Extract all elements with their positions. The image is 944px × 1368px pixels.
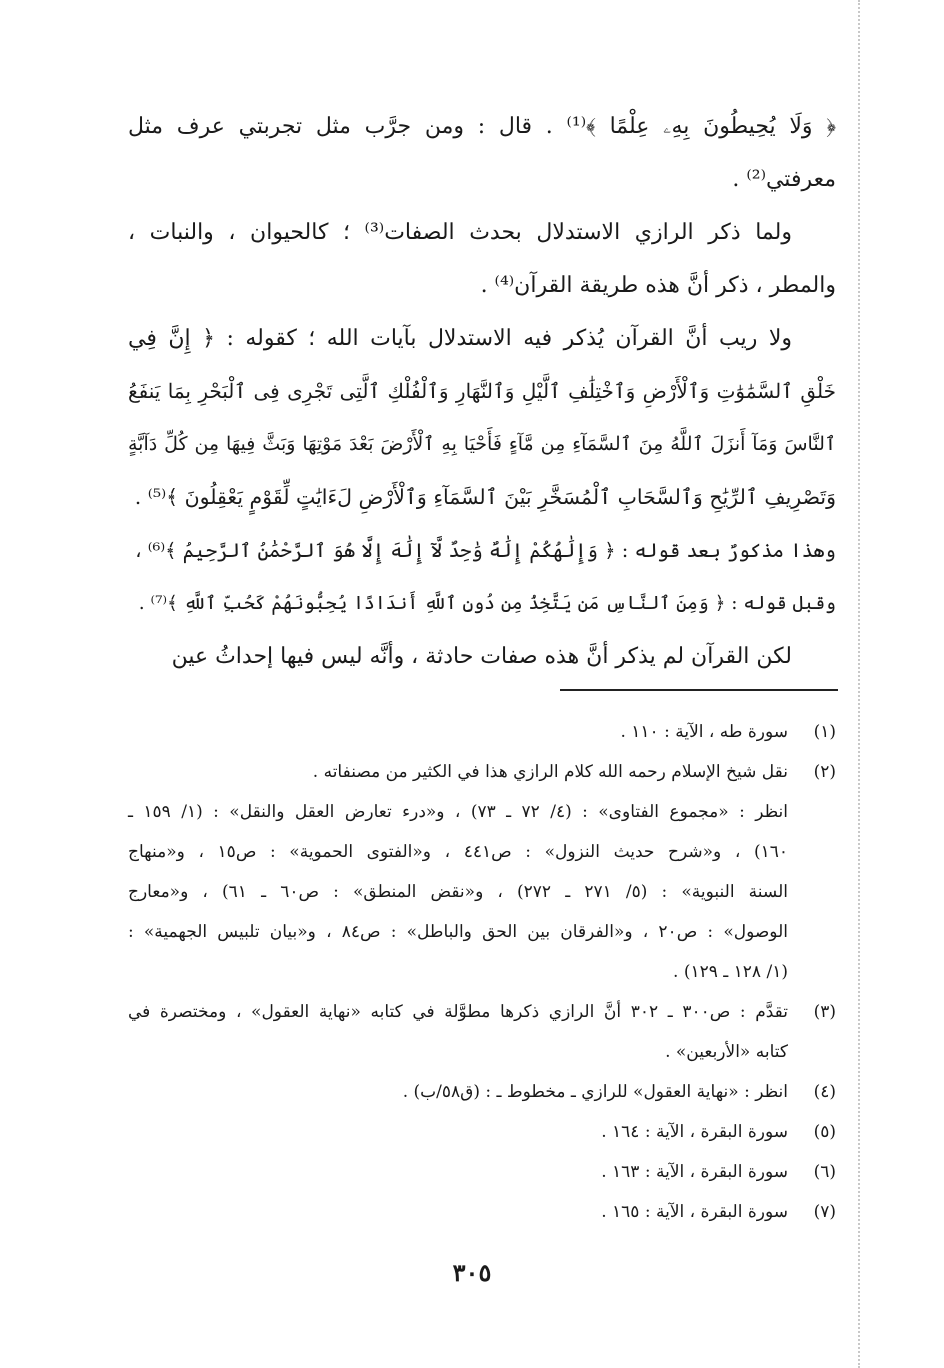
footnote-line: نقل شيخ الإسلام رحمه الله كلام الرازي هذا في الكثير من مصنفاته . <box>312 762 788 782</box>
text-line: معرفتي⁽²⁾ . <box>732 167 836 192</box>
footnote-number: (١) <box>813 722 836 742</box>
text-line: وَتَصْرِيفِ ٱلرِّيَٰحِ وَٱلسَّحَابِ ٱلْمُسَخَّرِ بَيْنَ ٱلسَّمَآءِ وَٱلْأَرْضِ لَءَايَٰتٍ لِّقَوْمٍ يَعْقِلُونَ ﴾⁽⁵⁾ . <box>134 485 836 509</box>
text-line: ولما ذكر الرازي الاستدلال بحدث الصفات⁽³⁾ ؛ كالحيوان ، والنبات ، <box>128 220 792 245</box>
footnote-separator <box>560 689 838 691</box>
footnote-item <box>128 992 836 1072</box>
footnotes <box>128 712 836 1232</box>
footnote-line: السنة النبوية» : (٥/ ٢٧١ ـ ٢٧٢) ، و«نقض المنطق» : ص٦٠ ـ ٦١) ، و«معارج <box>128 882 788 902</box>
footnote-number: (٧) <box>813 1202 836 1222</box>
text-line: والمطر ، ذكر أنَّ هذه طريقة القرآن⁽⁴⁾ . <box>480 273 836 298</box>
text-line: ﴿ وَلَا يُحِيطُونَ بِهِۦ عِلْمًا ﴾⁽¹⁾ . قال : ومن جرَّب مثل تجربتي عرف مثل <box>128 114 836 139</box>
footnote-number: (٤) <box>813 1082 836 1102</box>
footnote-line: كتابه «الأربعين» . <box>665 1042 788 1062</box>
footnote-line: تقدَّم : ص٣٠٠ ـ ٣٠٢ أنَّ الرازي ذكرها مطوَّلة في كتابه «نهاية العقول» ، ومختصرة في <box>128 1002 789 1022</box>
footnote-number: (٢) <box>813 762 836 782</box>
footnote-line: انظر : «مجموع الفتاوى» : (٤/ ٧٢ ـ ٧٣) ، و«درء تعارض العقل والنقل» : (١/ ١٥٩ ـ <box>128 802 788 822</box>
footnote-number: (٣) <box>813 1002 836 1022</box>
footnote-line: سورة البقرة ، الآية : ١٦٤ . <box>601 1122 788 1142</box>
footnote-line: انظر : «نهاية العقول» للرازي ـ مخطوط ـ : (ق٥٨/ب) . <box>402 1082 788 1102</box>
text-line: ولا ريب أنَّ القرآن يُذكر فيه الاستدلال بآيات الله ؛ كقوله : ﴿ إِنَّ فِي <box>128 326 792 351</box>
footnote-item <box>128 712 836 752</box>
footnote-item <box>128 1112 836 1152</box>
text-line: وقبل قوله : ﴿ وَمِنَ ٱلنَّاسِ مَن يَتَّخِذُ مِن دُونِ ٱللَّهِ أَندَادًا يُحِبُّونَهُمْ كَحُبِّ ٱللَّهِ ﴾⁽⁷⁾ . <box>138 593 836 614</box>
footnote-number: (٦) <box>813 1162 836 1182</box>
footnote-line: سورة البقرة ، الآية : ١٦٥ . <box>601 1202 788 1222</box>
footnote-line: (١/ ١٢٨ ـ ١٢٩) . <box>673 962 788 982</box>
footnote-number: (٥) <box>813 1122 836 1142</box>
footnote-line: الوصول» : ص٢٠ ، و«الفرقان بين الحق والباطل» : ص٨٤ ، و«بيان تلبيس الجهمية» : <box>128 922 788 942</box>
page-number: ٣٠٥ <box>452 1258 492 1287</box>
footnote-line: ١٦٠) ، و«شرح حديث النزول» : ص٤٤١ ، و«الفتوى الحموية» : ص١٥ ، و«منهاج <box>128 842 788 862</box>
footnote-item <box>128 752 836 992</box>
text-line: لكن القرآن لم يذكر أنَّ هذه صفات حادثة ، وأنَّه ليس فيها إحداثُ عين <box>171 644 792 669</box>
text-line: وهذا مذكورٌ بعد قوله : ﴿ وَإِلَٰهُكُمْ إِلَٰهٌ وَٰحِدٌ لَّآ إِلَٰهَ إِلَّا هُوَ ٱلرَّحْمَٰنُ ٱلرَّحِيمُ ﴾⁽⁶⁾ ، <box>135 539 836 562</box>
text-line: ٱلنَّاسَ وَمَآ أَنزَلَ ٱللَّهُ مِنَ ٱلسَّمَآءِ مِن مَّآءٍ فَأَحْيَا بِهِ ٱلْأَرْضَ بَعْدَ مَوْتِهَا وَبَثَّ فِيهَا مِن كُلِّ دَآبَّةٍ <box>128 433 836 455</box>
footnote-line: سورة طه ، الآية : ١١٠ . <box>620 722 788 742</box>
footnote-item <box>128 1152 836 1192</box>
text-line: خَلْقِ ٱلسَّمَٰوَٰتِ وَٱلْأَرْضِ وَٱخْتِلَٰفِ ٱلَّيْلِ وَٱلنَّهَارِ وَٱلْفُلْكِ ٱلَّتِى تَجْرِى فِى ٱلْبَحْرِ بِمَا يَنفَعُ <box>128 379 836 403</box>
footnote-item <box>128 1072 836 1112</box>
main-text <box>128 100 836 683</box>
footnote-line: سورة البقرة ، الآية : ١٦٣ . <box>601 1162 788 1182</box>
page-edge-dotted-line <box>858 0 860 1368</box>
footnote-item <box>128 1192 836 1232</box>
